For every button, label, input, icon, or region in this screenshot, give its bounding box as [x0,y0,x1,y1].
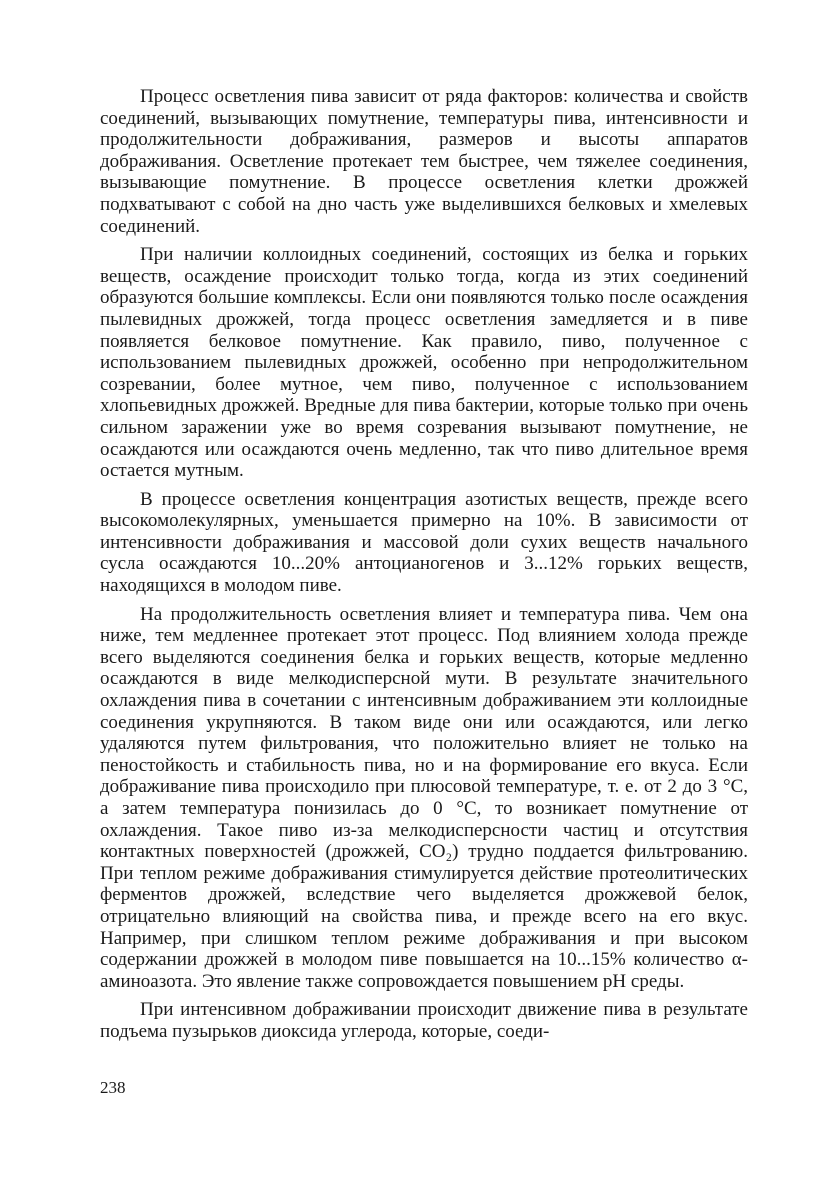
page-body [100,86,748,1050]
paragraph-temperature-effect: На продолжительность осветления влияет и температура пива. Чем она ниже, тем медленнее протекает этот процесс. Под влиянием холода прежде всего выделяются соединения белка и горьких веществ, которые медленно осаждаются в виде мелкодисперсной мути. В результате значительного охлаждения пива в сочетании с интенсивным дображиванием эти коллоидные соединения укрупняются. В таком виде они или осаждаются, или легко удаляются путем фильтрования, что положительно влияет не только на пеностойкость и стабильность пива, но и на формирование его вкуса. Если дображивание пива происходило при плюсовой температуре, т. е. от 2 до 3 °С, а затем температура понизилась до 0 °С, то возникает помутнение от охлаждения. Такое пиво из-за мелкодисперсности частиц и отсутствия контактных поверхностей (дрожжей, CO₂) трудно поддается фильтрованию. При теплом режиме дображивания стимулируется действие протеолитических ферментов дрожжей, вследствие чего выделяется дрожжевой белок, отрицательно влияющий на свойства пива, и прежде всего на его вкус. Например, при слишком теплом режиме дображивания и при высоком содержании дрожжей в молодом пиве повышается на 10...15% количество α-аминоазота. Это явление также сопровождается повышением рН среды. [100,603,748,992]
paragraph-nitrogen-substances: В процессе осветления концентрация азотистых веществ, прежде всего высокомолекулярных, уменьшается примерно на 10%. В зависимости от интенсивности дображивания и массовой доли сухих веществ начального сусла осаждаются 10...20% антоцианогенов и 3...12% горьких веществ, находящихся в молодом пиве. [100,488,748,597]
paragraph-colloidal-compounds: При наличии коллоидных соединений, состоящих из белка и горьких веществ, осаждение происходит только тогда, когда из этих соединений образуются большие комплексы. Если они появляются только после осаждения пылевидных дрожжей, тогда процесс осветления замедляется и в пиве появляется белковое помутнение. Как правило, пиво, полученное с использованием пылевидных дрожжей, особенно при непродолжительном созревании, более мутное, чем пиво, полученное с использованием хлопьевидных дрожжей. Вредные для пива бактерии, которые только при очень сильном заражении уже во время созревания вызывают помутнение, не осаждаются или осаждаются очень медленно, так что пиво длительное время остается мутным. [100,244,748,482]
page-number: 238 [100,1078,126,1097]
paragraph-intensive-fermentation: При интенсивном дображивании происходит движение пива в результате подъема пузырьков диоксида углерода, которые, соеди- [100,999,748,1042]
paragraph-clarification-factors: Процесс осветления пива зависит от ряда факторов: количества и свойств соединений, вызывающих помутнение, температуры пива, интенсивности и продолжительности дображивания, размеров и высоты аппаратов дображивания. Осветление протекает тем быстрее, чем тяжелее соединения, вызывающие помутнение. В процессе осветления клетки дрожжей подхватывают с собой на дно часть уже выделившихся белковых и хмелевых соединений. [100,86,748,237]
